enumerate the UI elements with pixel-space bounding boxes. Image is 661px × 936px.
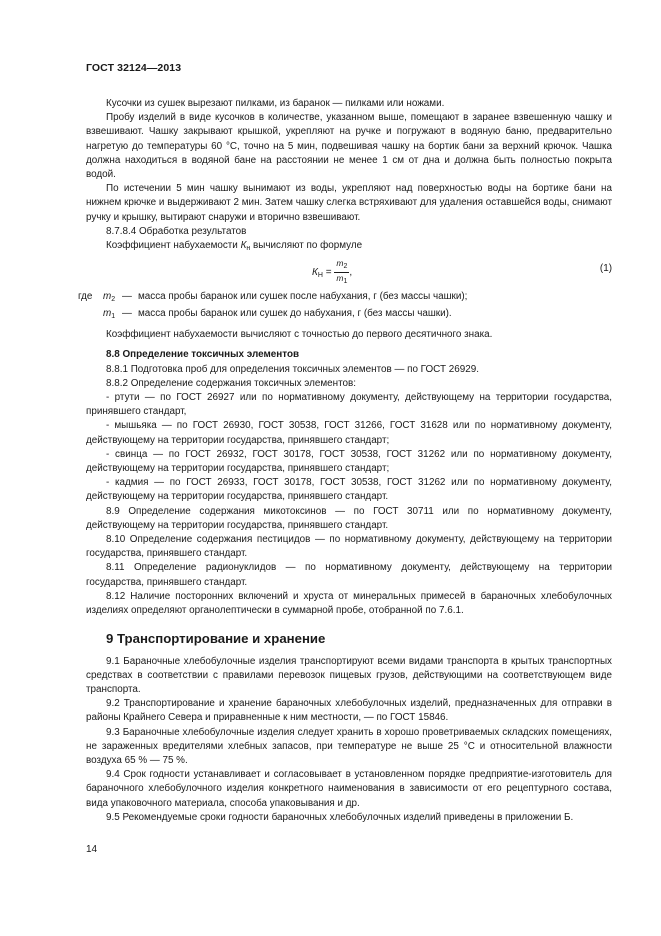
page-body [78, 97, 612, 825]
coefficient-intro [86, 239, 612, 256]
paragraph: Кусочки из сушек вырезают пилками, из баранок — пилками или ножами. [106, 98, 445, 109]
paragraph: 8.10 Определение содержания пестицидов — по нормативному документу, действующему на территории государства, принявшего стандарт. [86, 534, 612, 560]
paragraph: Пробу изделий в виде кусочков в количестве, указанном выше, помещают в заранее взвешенную чашку и взвешивают. Чашку закрывают крышкой, укрепляют на ручке и погружают в водяную баню, предварительно нагретую до температуры 60 °С, точно на 5 мин, подвешивая чашку на бортик бани за верхний крючок. Чашка должна находиться в водяной бане на расстоянии не менее 1 см от дна и должна быть полностью покрыта водой. [86, 112, 612, 181]
list-item: - свинца — по ГОСТ 26932, ГОСТ 30178, ГОСТ 30538, ГОСТ 31262 или по нормативному документу, действующему на территории государства, принявшего стандарт; [86, 448, 612, 475]
definition-text: масса пробы баранок или сушек до набухания, г (без массы чашки). [138, 308, 452, 320]
paragraph: 9.1 Бараночные хлебобулочные изделия транспортируют всеми видами транспорта в крытых транспортных средствах в соответствии с правилами перевозок пищевых грузов, действующими на соответствующем виде транспорта. [86, 655, 612, 695]
paragraph: 8.8.2 Определение содержания токсичных элементов: [106, 377, 356, 389]
symbol-letter: m [103, 291, 112, 303]
definition-dash: — [122, 308, 132, 320]
formula-expression [312, 258, 352, 287]
definition-dash: — [122, 291, 132, 303]
section-9-heading: 9 Транспортирование и хранение [106, 631, 326, 647]
definition-lead: где [78, 291, 93, 303]
symbol-letter: m [103, 308, 112, 320]
definition-symbol [103, 290, 115, 307]
paragraph: 9.4 Срок годности устанавливает и согласовывает в установленном порядке предприятие-изготовитель для бараночного хлебобулочного изделия конкретного наименования в зависимости от его рецептурного состава, вида упаковочного материала, способа упаковывания и др. [86, 769, 612, 809]
formula-denominator [334, 273, 349, 287]
definition-symbol [103, 307, 115, 324]
definition-row [86, 307, 612, 324]
coefficient-subscript: н [246, 245, 251, 253]
denominator-symbol: m [336, 273, 344, 284]
subclause-heading: 8.7.8.4 Обработка результатов [106, 225, 247, 237]
list-item: - мышьяка — по ГОСТ 26930, ГОСТ 30538, ГОСТ 31266, ГОСТ 31628 или по нормативному документу, действующему на территории государства, принявшего стандарт; [86, 420, 612, 446]
formula-numerator [334, 258, 349, 273]
page-number: 14 [86, 844, 98, 855]
formula-lhs: К [312, 267, 318, 279]
paragraph: 9.3 Бараночные хлебобулочные изделия следует хранить в хорошо проветриваемых складских помещениях, не зараженных вредителями хлебных запасов, при температуре не выше 25 °С и относительной влажности воздуха 65 % — 75 %. [86, 726, 612, 766]
paragraph: 8.9 Определение содержания микотоксинов — по ГОСТ 30711 или по нормативному документу, действующему на территории государства, принявшего стандарт. [86, 505, 612, 531]
paragraph: По истечении 5 мин чашку вынимают из воды, укрепляют над поверхностью воды на бортике бани на нижнем крючке и выдерживают 2 мин. Затем чашку слегка встряхивают для удаления оставшейся воды, снимают ручку и крышку, вытирают снаружи и вторично взвешивают. [86, 183, 612, 223]
list-item: - кадмия — по ГОСТ 26933, ГОСТ 30178, ГОСТ 30538, ГОСТ 31262 или по нормативному документу, действующему на территории государства, принявшего стандарт. [86, 477, 612, 503]
paragraph: 8.12 Наличие посторонних включений и хруста от минеральных примесей в бараночных хлебобулочных изделиях определяют органолептически в суммарной пробе, отобранной по 7.6.1. [86, 590, 612, 617]
numerator-subscript: 2 [343, 263, 348, 271]
numerator-symbol: m [336, 258, 344, 269]
doc-code-header: ГОСТ 32124—2013 [86, 62, 182, 74]
paragraph: 9.2 Транспортирование и хранение бараночных хлебобулочных изделий, предназначенных для отправки в районы Крайнего Севера и приравненные к ним местности, — по ГОСТ 15846. [86, 698, 612, 724]
section-8-8-heading: 8.8 Определение токсичных элементов [106, 349, 300, 361]
formula-block [86, 256, 612, 288]
formula-equals: = [322, 267, 335, 279]
definition-row [78, 290, 612, 307]
formula-number: (1) [599, 263, 612, 275]
variable-definitions [78, 290, 612, 324]
formula-lhs-subscript: Н [317, 272, 323, 280]
denominator-subscript: 1 [343, 278, 348, 286]
coefficient-intro-text: Коэффициент набухаемости [106, 240, 241, 252]
paragraph: Коэффициент набухаемости вычисляют с точностью до первого десятичного знака. [106, 329, 493, 341]
coefficient-intro-tail: вычисляют по формуле [250, 240, 363, 252]
paragraph: 9.5 Рекомендуемые сроки годности бараночных хлебобулочных изделий приведены в приложении Б. [106, 811, 574, 823]
formula-fraction [334, 258, 349, 287]
symbol-subscript: 1 [111, 313, 116, 321]
paragraph: 8.8.1 Подготовка проб для определения токсичных элементов — по ГОСТ 26929. [106, 363, 479, 375]
list-item: - ртути — по ГОСТ 26927 или по нормативному документу, действующему на территории государства, принявшего стандарт, [86, 392, 612, 418]
formula-tail: , [349, 267, 353, 279]
definition-text: масса пробы баранок или сушек после набухания, г (без массы чашки); [138, 291, 468, 303]
paragraph: 8.11 Определение радионуклидов — по нормативному документу, действующему на территории государства, принявшего стандарт. [86, 562, 612, 588]
coefficient-symbol: К [240, 240, 247, 252]
symbol-subscript: 2 [111, 296, 116, 304]
